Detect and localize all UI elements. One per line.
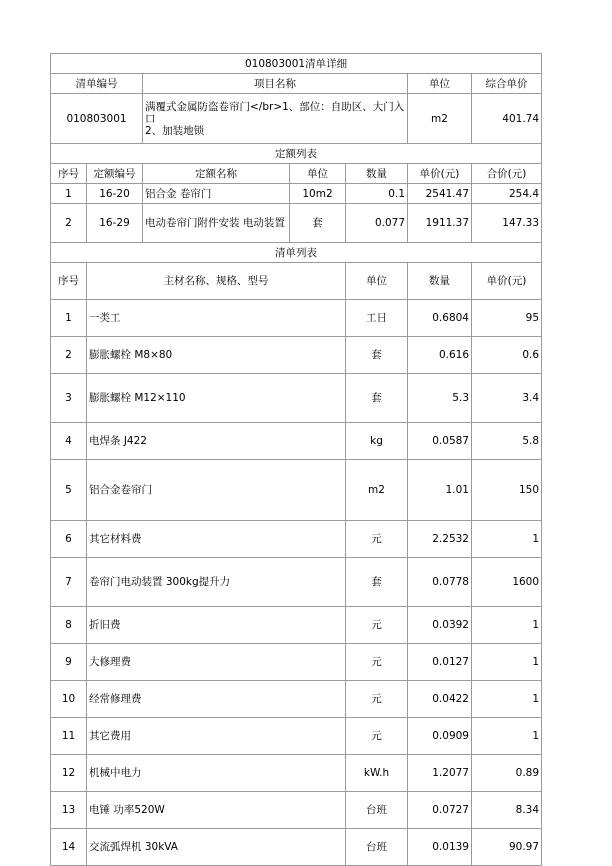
material-unit: 元 [346, 718, 408, 755]
material-row [51, 607, 542, 644]
materials-header-qty: 数量 [408, 263, 472, 300]
material-price: 5.8 [472, 423, 542, 460]
material-no: 11 [51, 718, 87, 755]
material-name: 其它材料费 [87, 521, 346, 558]
quota-header-code: 定额编号 [87, 164, 143, 184]
bill-price-header: 综合单价 [472, 74, 542, 94]
material-name: 经常修理费 [87, 681, 346, 718]
quota-price: 2541.47 [408, 184, 472, 204]
quota-header-qty: 数量 [346, 164, 408, 184]
material-unit: m2 [346, 460, 408, 521]
material-no: 8 [51, 607, 87, 644]
material-no: 4 [51, 423, 87, 460]
material-row [51, 829, 542, 866]
quota-section-title: 定额列表 [51, 144, 542, 164]
material-no: 14 [51, 829, 87, 866]
bill-unit-header: 单位 [408, 74, 472, 94]
material-unit: 元 [346, 644, 408, 681]
materials-section-title: 清单列表 [51, 243, 542, 263]
material-price: 95 [472, 300, 542, 337]
quota-header-price: 单价(元) [408, 164, 472, 184]
material-unit: 元 [346, 681, 408, 718]
material-unit: 元 [346, 521, 408, 558]
material-row [51, 423, 542, 460]
quota-unit: 10m2 [290, 184, 346, 204]
bill-name-header: 项目名称 [143, 74, 408, 94]
materials-header-price: 单价(元) [472, 263, 542, 300]
material-qty: 0.0422 [408, 681, 472, 718]
bill-unit: m2 [408, 94, 472, 144]
material-price: 1 [472, 681, 542, 718]
material-price: 90.97 [472, 829, 542, 866]
material-price: 1 [472, 521, 542, 558]
material-price: 1 [472, 644, 542, 681]
table-title: 010803001清单详细 [51, 54, 542, 74]
material-qty: 1.01 [408, 460, 472, 521]
material-row [51, 300, 542, 337]
material-unit: 套 [346, 337, 408, 374]
material-price: 8.34 [472, 792, 542, 829]
material-row [51, 374, 542, 423]
materials-header-name: 主材名称、规格、型号 [87, 263, 346, 300]
materials-header-row [51, 263, 542, 300]
quota-unit: 套 [290, 204, 346, 243]
bill-price: 401.74 [472, 94, 542, 144]
material-no: 5 [51, 460, 87, 521]
material-row [51, 521, 542, 558]
material-qty: 2.2532 [408, 521, 472, 558]
material-row [51, 681, 542, 718]
material-name: 卷帘门电动装置 300kg提升力 [87, 558, 346, 607]
material-unit: 台班 [346, 792, 408, 829]
quota-header-total: 合价(元) [472, 164, 542, 184]
quota-row [51, 204, 542, 243]
material-name: 大修理费 [87, 644, 346, 681]
bill-code: 010803001 [51, 94, 143, 144]
material-unit: kg [346, 423, 408, 460]
material-no: 9 [51, 644, 87, 681]
bill-name: 满覆式金属防盗卷帘门</br>1、部位：自助区、大门入口 2、加装地锁 [143, 94, 408, 144]
material-price: 0.6 [472, 337, 542, 374]
material-unit: kW.h [346, 755, 408, 792]
material-no: 1 [51, 300, 87, 337]
material-qty: 5.3 [408, 374, 472, 423]
material-name: 电焊条 J422 [87, 423, 346, 460]
material-name: 机械中电力 [87, 755, 346, 792]
bill-detail-table [50, 53, 542, 866]
material-row [51, 460, 542, 521]
material-qty: 1.2077 [408, 755, 472, 792]
quota-header-no: 序号 [51, 164, 87, 184]
material-row [51, 558, 542, 607]
material-qty: 0.0127 [408, 644, 472, 681]
quota-total: 254.4 [472, 184, 542, 204]
quota-code: 16-29 [87, 204, 143, 243]
quota-qty: 0.077 [346, 204, 408, 243]
quota-row [51, 184, 542, 204]
quota-name: 铝合金 卷帘门 [143, 184, 290, 204]
material-no: 7 [51, 558, 87, 607]
quota-total: 147.33 [472, 204, 542, 243]
material-row [51, 792, 542, 829]
quota-qty: 0.1 [346, 184, 408, 204]
material-qty: 0.0909 [408, 718, 472, 755]
material-no: 10 [51, 681, 87, 718]
material-no: 3 [51, 374, 87, 423]
material-unit: 套 [346, 374, 408, 423]
quota-code: 16-20 [87, 184, 143, 204]
material-qty: 0.0139 [408, 829, 472, 866]
material-qty: 0.0727 [408, 792, 472, 829]
material-price: 150 [472, 460, 542, 521]
material-price: 1600 [472, 558, 542, 607]
material-row [51, 337, 542, 374]
bill-code-header: 清单编号 [51, 74, 143, 94]
material-row [51, 755, 542, 792]
quota-price: 1911.37 [408, 204, 472, 243]
materials-header-unit: 单位 [346, 263, 408, 300]
quota-no: 2 [51, 204, 87, 243]
material-no: 13 [51, 792, 87, 829]
material-name: 折旧费 [87, 607, 346, 644]
material-price: 0.89 [472, 755, 542, 792]
material-row [51, 644, 542, 681]
material-qty: 0.6804 [408, 300, 472, 337]
material-price: 1 [472, 607, 542, 644]
materials-header-no: 序号 [51, 263, 87, 300]
material-unit: 套 [346, 558, 408, 607]
material-price: 3.4 [472, 374, 542, 423]
quota-no: 1 [51, 184, 87, 204]
material-name: 膨胀螺栓 M12×110 [87, 374, 346, 423]
material-qty: 0.0587 [408, 423, 472, 460]
material-unit: 台班 [346, 829, 408, 866]
material-name: 膨胀螺栓 M8×80 [87, 337, 346, 374]
material-name: 电锤 功率520W [87, 792, 346, 829]
material-name: 一类工 [87, 300, 346, 337]
material-row [51, 718, 542, 755]
material-unit: 元 [346, 607, 408, 644]
material-qty: 0.0778 [408, 558, 472, 607]
material-name: 铝合金卷帘门 [87, 460, 346, 521]
material-unit: 工日 [346, 300, 408, 337]
material-name: 其它费用 [87, 718, 346, 755]
material-no: 2 [51, 337, 87, 374]
quota-header-unit: 单位 [290, 164, 346, 184]
material-qty: 0.0392 [408, 607, 472, 644]
quota-header-name: 定额名称 [143, 164, 290, 184]
material-qty: 0.616 [408, 337, 472, 374]
quota-header-row [51, 164, 542, 184]
material-price: 1 [472, 718, 542, 755]
material-no: 6 [51, 521, 87, 558]
quota-name: 电动卷帘门附件安装 电动装置 [143, 204, 290, 243]
material-name: 交流弧焊机 30kVA [87, 829, 346, 866]
material-no: 12 [51, 755, 87, 792]
